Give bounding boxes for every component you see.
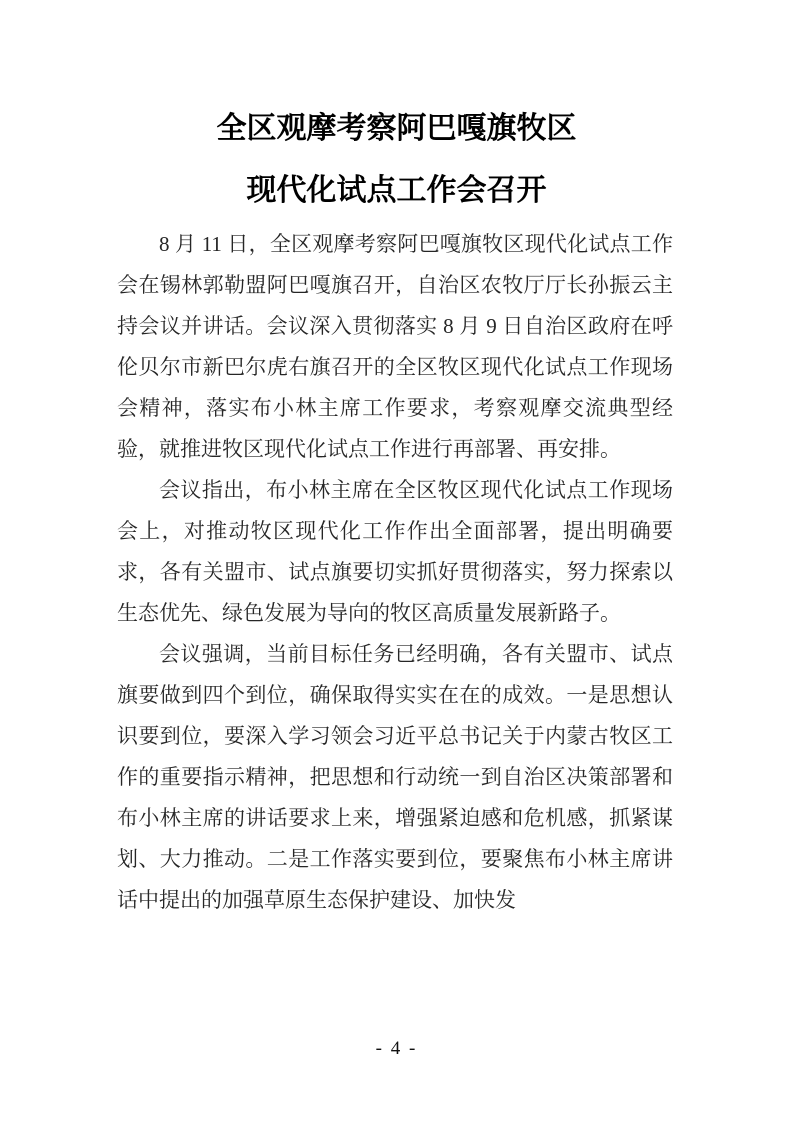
document-body [117,224,673,921]
page-footer [0,1036,793,1062]
paragraph-1: 8 月 11 日，全区观摩考察阿巴嘎旗牧区现代化试点工作会在锡林郭勒盟阿巴嘎旗召开，自治区农牧厅厅长孙振云主持会议并讲话。会议深入贯彻落实 8 月 9 日自治区政府在呼伦贝尔市新巴尔虎右旗召开的全区牧区现代化试点工作现场会精神，落实布小林主席工作要求，考察观摩交流典型经验，就推进牧区现代化试点工作进行再部署、再安排。 [117,232,673,461]
title-line-1: 全区观摩考察阿巴嘎旗牧区 [216,112,577,145]
paragraph-3: 会议强调，当前目标任务已经明确，各有关盟市、试点旗要做到四个到位，确保取得实实在在的成效。一是思想认识要到位，要深入学习领会习近平总书记关于内蒙古牧区工作的重要指示精神，把思想和行动统一到自治区决策部署和布小林主席的讲话要求上来，增强紧迫感和危机感，抓紧谋划、大力推动。二是工作落实要到位，要聚焦布小林主席讲话中提出的加强草原生态保护建设、加快发 [117,642,673,912]
document-title [0,0,793,222]
title-line-2: 现代化试点工作会召开 [246,174,547,207]
page-number: - 4 - [375,1038,418,1059]
paragraph-2: 会议指出，布小林主席在全区牧区现代化试点工作现场会上，对推动牧区现代化工作作出全面部署，提出明确要求，各有关盟市、试点旗要切实抓好贯彻落实，努力探索以生态优先、绿色发展为导向的牧区高质量发展新路子。 [117,478,673,625]
